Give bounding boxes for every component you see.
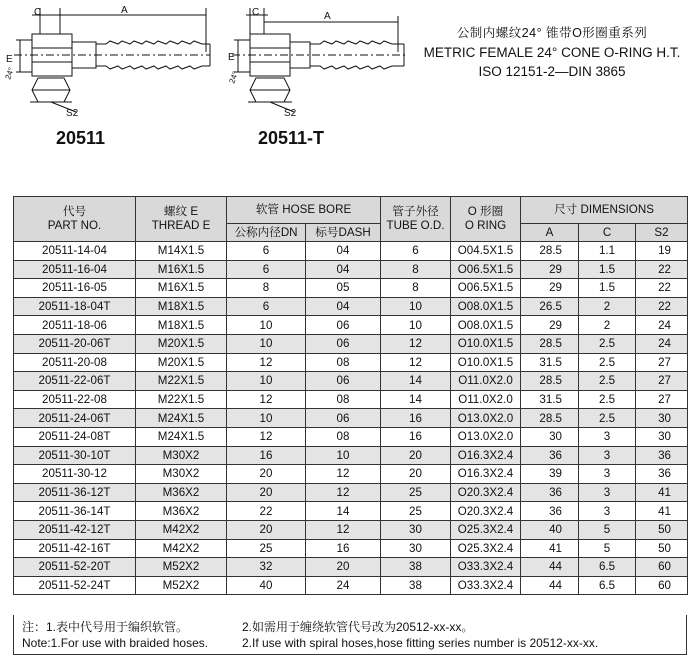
cell-thread: M36X2 — [136, 483, 227, 502]
cell-dim-s2: 24 — [636, 316, 688, 335]
cell-tube-od: 14 — [381, 372, 451, 391]
cell-dim-a: 31.5 — [521, 353, 579, 372]
cell-o-ring: O20.3X2.4 — [451, 483, 521, 502]
angle-label: 24° — [227, 70, 241, 85]
cell-dim-c: 5 — [579, 539, 636, 558]
cell-dn: 12 — [227, 353, 306, 372]
cell-dim-a: 26.5 — [521, 297, 579, 316]
cell-part-no: 20511-52-20T — [14, 558, 136, 577]
cell-dim-a: 44 — [521, 558, 579, 577]
header-c: C — [579, 224, 636, 242]
cell-o-ring: O13.0X2.0 — [451, 409, 521, 428]
note-cn-2: 2.如需用于缠绕软管代号改为20512-xx-xx。 — [242, 620, 474, 634]
cell-dim-a: 44 — [521, 576, 579, 595]
cell-dim-a: 31.5 — [521, 390, 579, 409]
header-oring-en: O RING — [464, 219, 507, 232]
dim-e-label: E — [6, 54, 13, 65]
cell-o-ring: O08.0X1.5 — [451, 297, 521, 316]
dim-c-label: C — [252, 7, 260, 18]
cell-tube-od: 38 — [381, 576, 451, 595]
cell-dim-c: 1.5 — [579, 279, 636, 298]
cell-o-ring: O33.3X2.4 — [451, 558, 521, 577]
cell-tube-od: 10 — [381, 297, 451, 316]
table-row — [14, 334, 688, 353]
cell-dash: 08 — [306, 427, 381, 446]
table-row — [14, 372, 688, 391]
cell-o-ring: O16.3X2.4 — [451, 465, 521, 484]
cell-part-no: 20511-52-24T — [14, 576, 136, 595]
cell-dim-s2: 27 — [636, 390, 688, 409]
cell-dash: 04 — [306, 297, 381, 316]
cell-dn: 25 — [227, 539, 306, 558]
cell-o-ring: O04.5X1.5 — [451, 242, 521, 261]
cell-dn: 6 — [227, 297, 306, 316]
cell-dim-a: 41 — [521, 539, 579, 558]
table-row — [14, 465, 688, 484]
table-row — [14, 353, 688, 372]
cell-dim-c: 2.5 — [579, 353, 636, 372]
cell-dn: 8 — [227, 279, 306, 298]
cell-dim-s2: 50 — [636, 520, 688, 539]
table-row — [14, 520, 688, 539]
cell-part-no: 20511-16-05 — [14, 279, 136, 298]
header-thread-en: THREAD E — [151, 219, 211, 232]
dim-c-label: C — [34, 7, 42, 18]
cell-tube-od: 30 — [381, 539, 451, 558]
table-row — [14, 576, 688, 595]
cell-dim-a: 28.5 — [521, 409, 579, 428]
cell-part-no: 20511-18-04T — [14, 297, 136, 316]
header-o-ring — [451, 197, 521, 242]
note-en-1: Note:1.For use with braided hoses. — [22, 636, 209, 650]
table-row — [14, 446, 688, 465]
cell-dn: 40 — [227, 576, 306, 595]
cell-o-ring: O25.3X2.4 — [451, 520, 521, 539]
cell-dim-c: 2.5 — [579, 409, 636, 428]
cell-tube-od: 20 — [381, 465, 451, 484]
cell-tube-od: 12 — [381, 353, 451, 372]
cell-thread: M18X1.5 — [136, 297, 227, 316]
cell-part-no: 20511-20-08 — [14, 353, 136, 372]
header-dimensions: 尺寸 DIMENSIONS — [521, 197, 688, 224]
cell-dash: 20 — [306, 558, 381, 577]
cell-dash: 14 — [306, 502, 381, 521]
header-tube-od — [381, 197, 451, 242]
angle-label: 24° — [3, 66, 17, 81]
cell-dim-c: 2 — [579, 297, 636, 316]
note-cn-1: 注：1.表中代号用于编织软管。 — [22, 620, 189, 634]
cell-dn: 32 — [227, 558, 306, 577]
header-tube-en: TUBE O.D. — [386, 219, 445, 232]
cell-o-ring: O11.0X2.0 — [451, 390, 521, 409]
cell-dim-c: 3 — [579, 446, 636, 465]
cell-part-no: 20511-20-06T — [14, 334, 136, 353]
series-title-en: METRIC FEMALE 24° CONE O-RING H.T. — [423, 45, 681, 60]
header-thread-cn: 螺纹 E — [163, 205, 199, 218]
cell-dim-c: 5 — [579, 520, 636, 539]
cell-dash: 24 — [306, 576, 381, 595]
cell-dim-c: 1.5 — [579, 260, 636, 279]
cell-thread: M16X1.5 — [136, 279, 227, 298]
table-row — [14, 427, 688, 446]
cell-dim-s2: 22 — [636, 297, 688, 316]
header-dash: 标号DASH — [306, 224, 381, 242]
header-s2: S2 — [636, 224, 688, 242]
cell-dim-s2: 27 — [636, 372, 688, 391]
cell-dn: 10 — [227, 316, 306, 335]
cell-tube-od: 25 — [381, 502, 451, 521]
cell-dash: 04 — [306, 242, 381, 261]
cell-o-ring: O13.0X2.0 — [451, 427, 521, 446]
cell-dim-c: 2.5 — [579, 334, 636, 353]
cell-dn: 12 — [227, 390, 306, 409]
cell-thread: M52X2 — [136, 558, 227, 577]
cell-dim-a: 29 — [521, 279, 579, 298]
cell-dn: 16 — [227, 446, 306, 465]
cell-part-no: 20511-42-12T — [14, 520, 136, 539]
cell-thread: M14X1.5 — [136, 242, 227, 261]
cell-dash: 12 — [306, 483, 381, 502]
cell-dash: 04 — [306, 260, 381, 279]
cell-tube-od: 20 — [381, 446, 451, 465]
cell-thread: M20X1.5 — [136, 353, 227, 372]
cell-dn: 20 — [227, 520, 306, 539]
cell-dash: 12 — [306, 465, 381, 484]
cell-dn: 20 — [227, 465, 306, 484]
cell-tube-od: 16 — [381, 427, 451, 446]
cell-tube-od: 38 — [381, 558, 451, 577]
cell-dim-c: 2.5 — [579, 390, 636, 409]
table-row — [14, 483, 688, 502]
cell-dn: 22 — [227, 502, 306, 521]
cell-dim-c: 3 — [579, 427, 636, 446]
cell-dash: 05 — [306, 279, 381, 298]
cell-tube-od: 25 — [381, 483, 451, 502]
cell-o-ring: O08.0X1.5 — [451, 316, 521, 335]
table-row — [14, 279, 688, 298]
cell-o-ring: O10.0X1.5 — [451, 353, 521, 372]
figure-20511 — [3, 4, 216, 154]
cell-dim-c: 3 — [579, 483, 636, 502]
series-standard: ISO 12151-2—DIN 3865 — [478, 64, 626, 79]
cell-dim-c: 6.5 — [579, 576, 636, 595]
cell-dim-s2: 24 — [636, 334, 688, 353]
cell-part-no: 20511-18-06 — [14, 316, 136, 335]
cell-dim-a: 39 — [521, 465, 579, 484]
cell-dim-a: 29 — [521, 260, 579, 279]
dim-s2-label: S2 — [66, 108, 79, 119]
cell-dash: 06 — [306, 409, 381, 428]
cell-part-no: 20511-22-08 — [14, 390, 136, 409]
note-en-2: 2.If use with spiral hoses,hose fitting series number is 20512-xx-xx. — [242, 636, 599, 650]
cell-part-no: 20511-36-14T — [14, 502, 136, 521]
cell-dim-a: 28.5 — [521, 372, 579, 391]
cell-o-ring: O33.3X2.4 — [451, 576, 521, 595]
table-row — [14, 242, 688, 261]
cell-dim-s2: 41 — [636, 502, 688, 521]
dim-a-label: A — [324, 11, 331, 22]
cell-o-ring: O20.3X2.4 — [451, 502, 521, 521]
header-tube-cn: 管子外径 — [392, 205, 439, 218]
cell-dn: 10 — [227, 372, 306, 391]
header-part-en: PART NO. — [47, 219, 102, 232]
table-row — [14, 409, 688, 428]
cell-thread: M24X1.5 — [136, 409, 227, 428]
table-row — [14, 316, 688, 335]
cell-tube-od: 8 — [381, 279, 451, 298]
cell-thread: M18X1.5 — [136, 316, 227, 335]
cell-thread: M30X2 — [136, 465, 227, 484]
cell-dash: 08 — [306, 353, 381, 372]
cell-dn: 10 — [227, 334, 306, 353]
cell-dim-s2: 22 — [636, 279, 688, 298]
cell-dash: 10 — [306, 446, 381, 465]
header-part-cn: 代号 — [62, 205, 87, 218]
cell-thread: M52X2 — [136, 576, 227, 595]
cell-dim-a: 30 — [521, 427, 579, 446]
cell-dn: 10 — [227, 409, 306, 428]
cell-dim-c: 2.5 — [579, 372, 636, 391]
cell-tube-od: 16 — [381, 409, 451, 428]
series-title-cn: 公制内螺纹24° 锥带O形圈重系列 — [456, 26, 648, 40]
cell-o-ring: O11.0X2.0 — [451, 372, 521, 391]
dim-a-label: A — [121, 5, 128, 16]
cell-thread: M36X2 — [136, 502, 227, 521]
table-row — [14, 502, 688, 521]
cell-dn: 6 — [227, 242, 306, 261]
table-row — [14, 260, 688, 279]
cell-dim-s2: 36 — [636, 446, 688, 465]
model-label-20511-t: 20511-T — [258, 128, 325, 148]
cell-dim-s2: 30 — [636, 409, 688, 428]
dim-e-label: E — [228, 52, 235, 63]
cell-dim-s2: 22 — [636, 260, 688, 279]
cell-dim-a: 28.5 — [521, 334, 579, 353]
dim-s2-label: S2 — [284, 108, 297, 119]
cell-dim-s2: 30 — [636, 427, 688, 446]
cell-part-no: 20511-30-10T — [14, 446, 136, 465]
series-title — [418, 24, 686, 81]
cell-o-ring: O16.3X2.4 — [451, 446, 521, 465]
cell-dim-a: 40 — [521, 520, 579, 539]
cell-tube-od: 8 — [381, 260, 451, 279]
cell-thread: M30X2 — [136, 446, 227, 465]
cell-tube-od: 6 — [381, 242, 451, 261]
cell-tube-od: 14 — [381, 390, 451, 409]
cell-dim-a: 28.5 — [521, 242, 579, 261]
table-row — [14, 390, 688, 409]
cell-thread: M22X1.5 — [136, 372, 227, 391]
cell-o-ring: O10.0X1.5 — [451, 334, 521, 353]
cell-dim-c: 3 — [579, 465, 636, 484]
cell-dim-c: 2 — [579, 316, 636, 335]
fitting-drawing-20511-t — [228, 4, 418, 124]
cell-part-no: 20511-16-04 — [14, 260, 136, 279]
cell-o-ring: O25.3X2.4 — [451, 539, 521, 558]
cell-tube-od: 12 — [381, 334, 451, 353]
header-hose-bore: 软管 HOSE BORE — [227, 197, 381, 224]
cell-dim-c: 6.5 — [579, 558, 636, 577]
cell-part-no: 20511-42-16T — [14, 539, 136, 558]
cell-part-no: 20511-14-04 — [14, 242, 136, 261]
cell-dim-a: 29 — [521, 316, 579, 335]
cell-part-no: 20511-36-12T — [14, 483, 136, 502]
cell-thread: M22X1.5 — [136, 390, 227, 409]
cell-o-ring: O06.5X1.5 — [451, 260, 521, 279]
cell-part-no: 20511-24-08T — [14, 427, 136, 446]
table-row — [14, 539, 688, 558]
header-dn: 公称内径DN — [227, 224, 306, 242]
cell-dn: 20 — [227, 483, 306, 502]
spec-table-body — [14, 242, 688, 595]
header-oring-cn: O 形圈 — [467, 205, 504, 218]
cell-o-ring: O06.5X1.5 — [451, 279, 521, 298]
cell-dim-s2: 41 — [636, 483, 688, 502]
cell-thread: M24X1.5 — [136, 427, 227, 446]
cell-dim-s2: 50 — [636, 539, 688, 558]
cell-thread: M16X1.5 — [136, 260, 227, 279]
table-row — [14, 297, 688, 316]
cell-dim-a: 36 — [521, 483, 579, 502]
cell-dash: 06 — [306, 316, 381, 335]
model-label-20511: 20511 — [56, 128, 106, 148]
cell-thread: M42X2 — [136, 539, 227, 558]
cell-dash: 08 — [306, 390, 381, 409]
cell-dash: 06 — [306, 372, 381, 391]
cell-dim-s2: 19 — [636, 242, 688, 261]
cell-dn: 6 — [227, 260, 306, 279]
cell-tube-od: 30 — [381, 520, 451, 539]
cell-dn: 12 — [227, 427, 306, 446]
header-a: A — [521, 224, 579, 242]
cell-dim-a: 36 — [521, 446, 579, 465]
spec-table — [13, 196, 688, 595]
notes-box — [13, 615, 687, 655]
cell-thread: M42X2 — [136, 520, 227, 539]
cell-dash: 12 — [306, 520, 381, 539]
cell-dash: 06 — [306, 334, 381, 353]
cell-thread: M20X1.5 — [136, 334, 227, 353]
header-thread — [136, 197, 227, 242]
cell-dim-s2: 60 — [636, 576, 688, 595]
cell-dim-a: 36 — [521, 502, 579, 521]
cell-part-no: 20511-30-12 — [14, 465, 136, 484]
cell-tube-od: 10 — [381, 316, 451, 335]
cell-dim-s2: 36 — [636, 465, 688, 484]
fitting-drawing-20511 — [3, 4, 216, 124]
cell-part-no: 20511-24-06T — [14, 409, 136, 428]
cell-part-no: 20511-22-06T — [14, 372, 136, 391]
cell-dim-s2: 60 — [636, 558, 688, 577]
cell-dim-c: 3 — [579, 502, 636, 521]
table-row — [14, 558, 688, 577]
cell-dash: 16 — [306, 539, 381, 558]
cell-dim-s2: 27 — [636, 353, 688, 372]
header-part-no — [14, 197, 136, 242]
cell-dim-c: 1.1 — [579, 242, 636, 261]
